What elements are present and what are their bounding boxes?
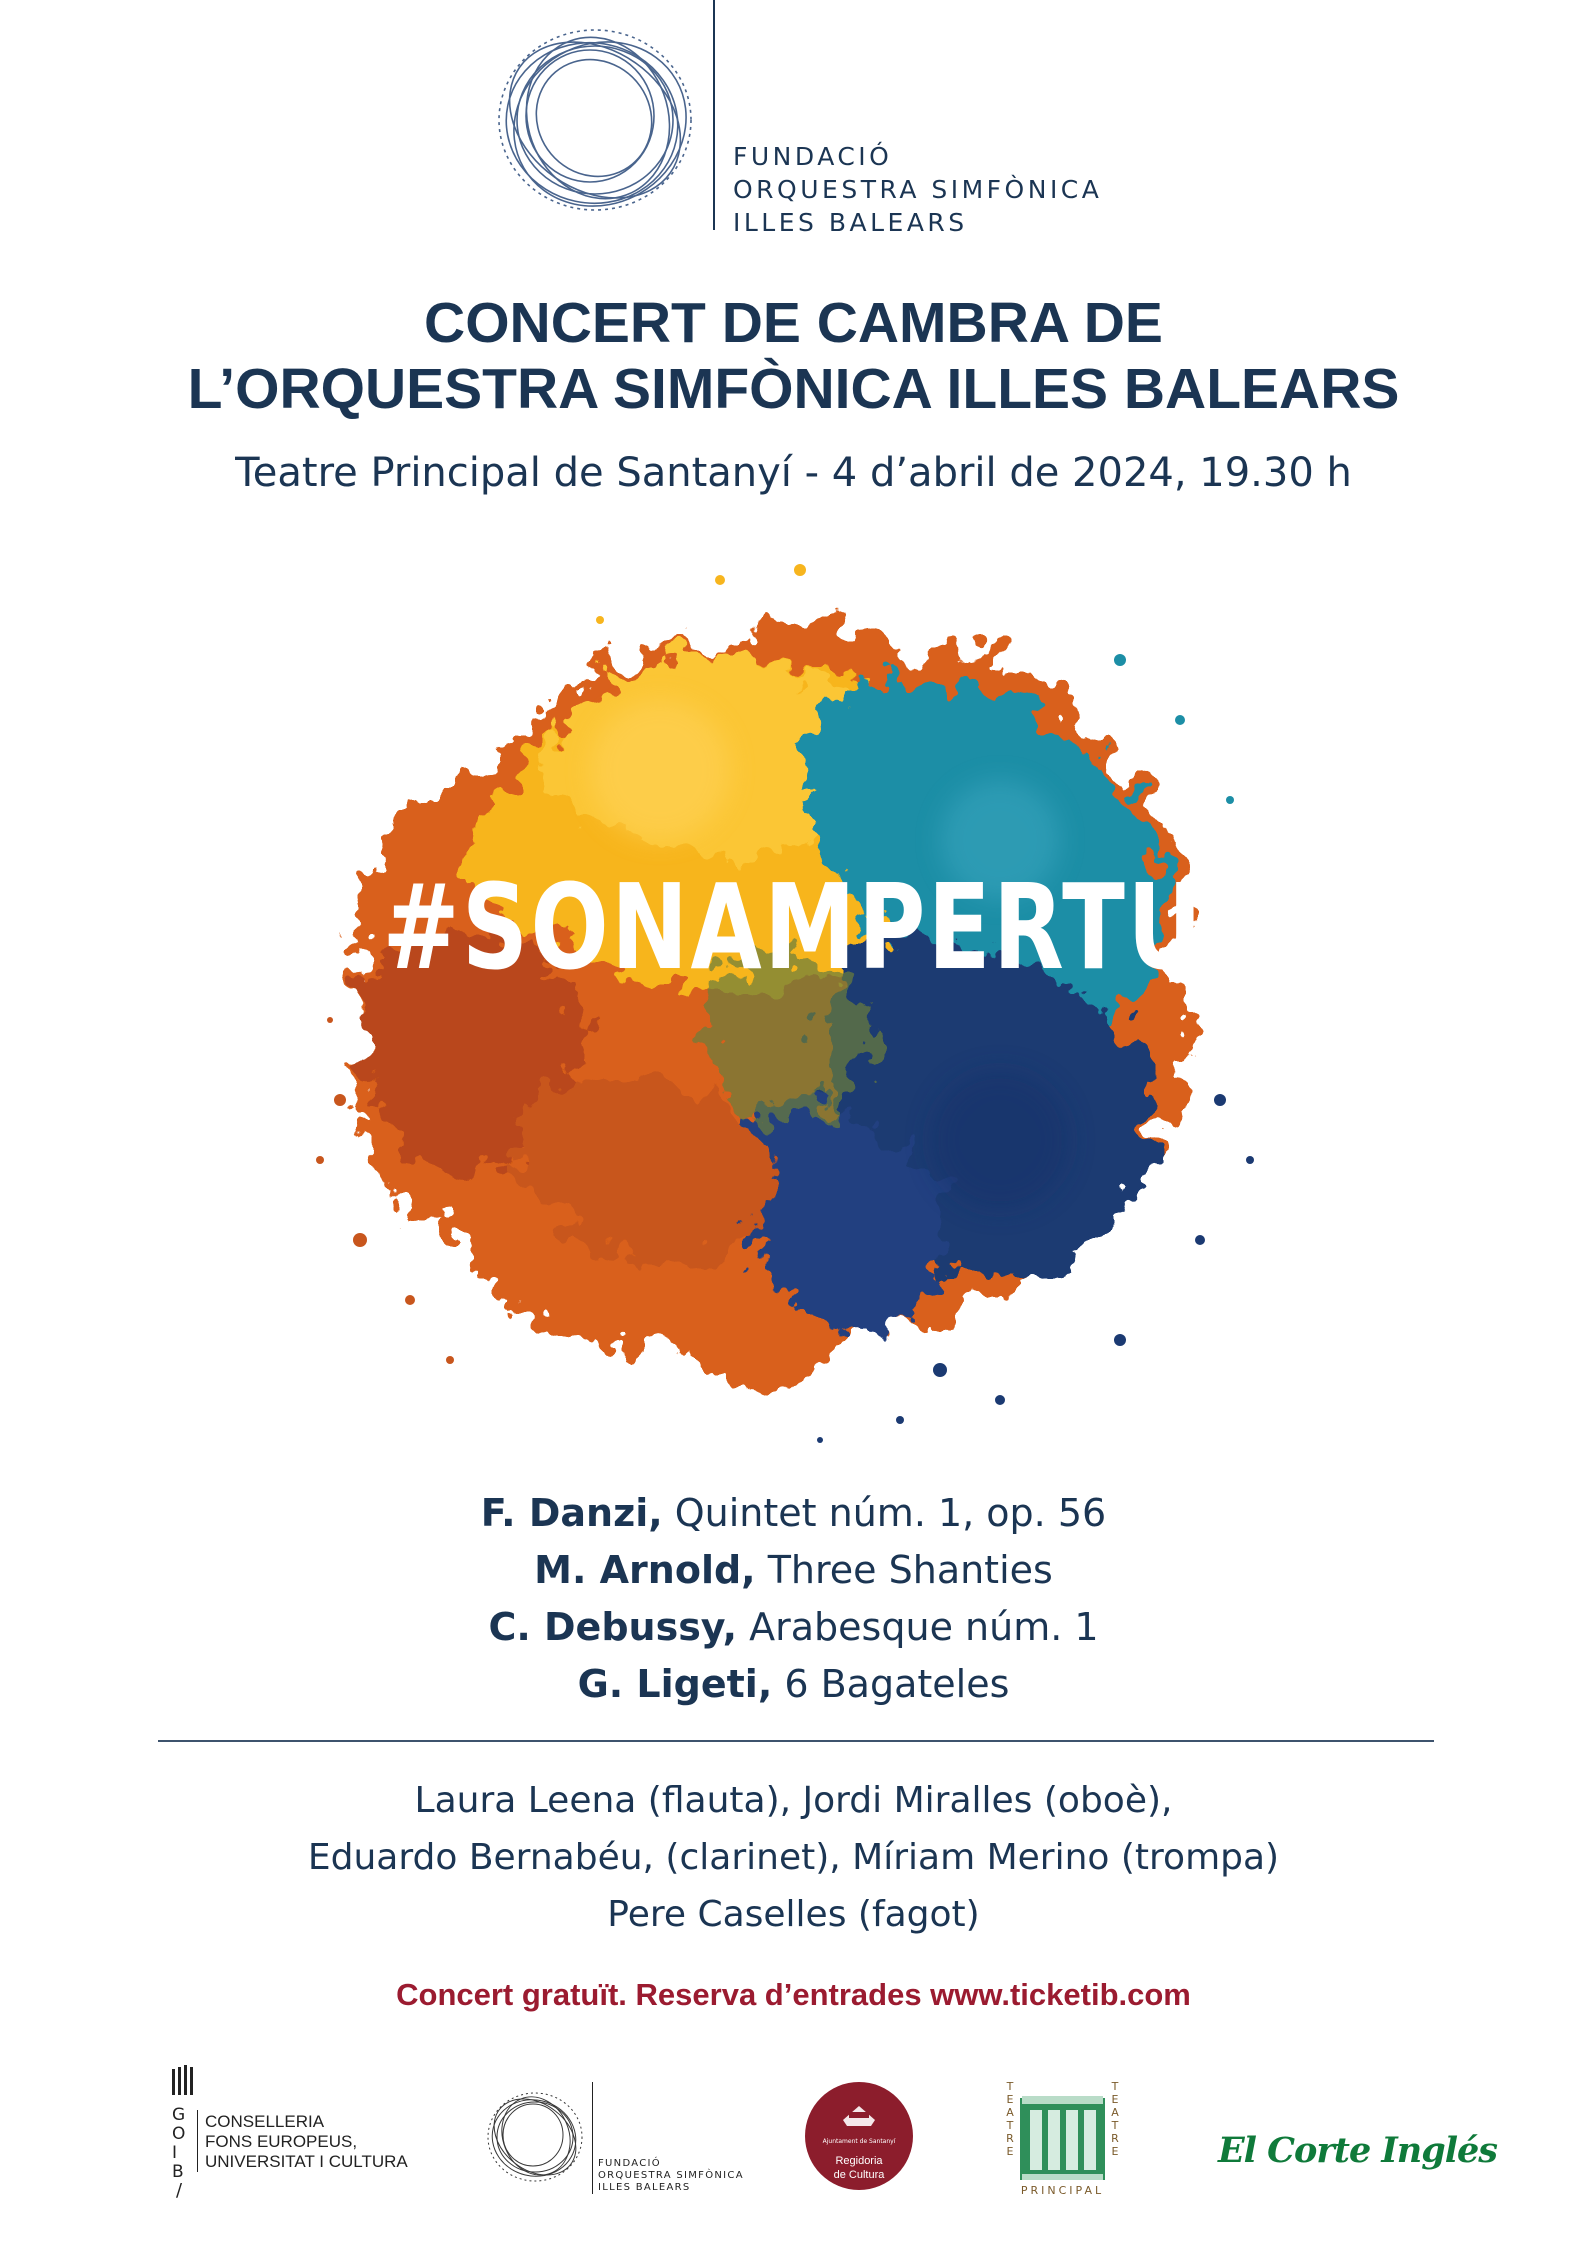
fosib-line: ILLES BALEARS (598, 2182, 691, 2193)
composer-name: G. Ligeti, (577, 1662, 773, 1706)
page-title-line-1: CONCERT DE CAMBRA DE (424, 291, 1163, 355)
performers-line: Pere Caselles (fagot) (607, 1894, 980, 1935)
santanyi-ajuntament-text: Ajuntament de Santanyí (822, 2138, 896, 2145)
goib-letter: B (172, 2162, 184, 2182)
santanyi-regidoria-text (805, 2154, 913, 2182)
goib-divider (197, 2110, 198, 2172)
campaign-hashtag: #SONAMPERTU (382, 858, 1205, 996)
goib-letter: O (172, 2124, 186, 2144)
work-title: 6 Bagateles (772, 1662, 1010, 1706)
goib-slash: / (176, 2180, 183, 2201)
program-item (0, 1599, 1587, 1656)
program-item (0, 1542, 1587, 1599)
fosib-logo-text (598, 2158, 744, 2194)
goib-line: CONSELLERIA (205, 2112, 325, 2131)
orchestra-logo-text (733, 140, 1102, 239)
performers-line: Eduardo Bernabéu, (clarinet), Míriam Merino (trompa) (307, 1837, 1280, 1878)
work-title: Arabesque núm. 1 (737, 1605, 1099, 1649)
goib-letter: G (172, 2105, 186, 2125)
el-corte-ingles-logo: El Corte Inglés (1218, 2130, 1497, 2171)
performers-list (0, 1772, 1587, 1943)
goib-emblem-icon (170, 2065, 200, 2097)
goib-line: FONS EUROPEUS, (205, 2132, 358, 2151)
fosib-logo-ring-icon (480, 2085, 590, 2190)
logo-line: ORQUESTRA SIMFÒNICA (733, 175, 1103, 204)
venue-date-subtitle: Teatre Principal de Santanyí - 4 d’abril de 2024, 19.30 h (235, 450, 1352, 496)
teatre-vertical-left: TEATRE (1003, 2080, 1017, 2158)
fosib-divider (592, 2082, 593, 2194)
program-item (0, 1485, 1587, 1542)
work-title: Quintet núm. 1, op. 56 (662, 1491, 1107, 1535)
composer-name: M. Arnold, (534, 1548, 756, 1592)
teatre-principal-building-icon (1000, 2080, 1125, 2198)
program-list (0, 1485, 1587, 1713)
teatre-vertical-right: TEATRE (1108, 2080, 1122, 2158)
goib-line: UNIVERSITAT I CULTURA (205, 2152, 408, 2171)
goib-conselleria-text (205, 2112, 408, 2172)
page-title-line-2: L’ORQUESTRA SIMFÒNICA ILLES BALEARS (187, 357, 1400, 421)
orchestra-logo-ring-icon (480, 8, 710, 233)
performers-line: Laura Leena (flauta), Jordi Miralles (oboè), (414, 1780, 1173, 1821)
composer-name: C. Debussy, (488, 1605, 738, 1649)
teatre-principal-text: PRINCIPAL (1020, 2184, 1105, 2197)
section-divider (158, 1740, 1434, 1742)
santanyi-line: Regidoria (835, 2155, 883, 2167)
program-item (0, 1656, 1587, 1713)
logo-divider (713, 0, 715, 230)
paint-splash-image (300, 540, 1290, 1470)
logo-line: ILLES BALEARS (733, 208, 968, 237)
fosib-line: FUNDACIÓ (598, 2158, 661, 2169)
reservation-notice: Concert gratuït. Reserva d’entrades www.ticketib.com (396, 1977, 1191, 2012)
composer-name: F. Danzi, (480, 1491, 663, 1535)
fosib-line: ORQUESTRA SIMFÒNICA (598, 2170, 744, 2181)
goib-letter: I (172, 2143, 178, 2163)
santanyi-line: de Cultura (833, 2169, 885, 2181)
logo-line: FUNDACIÓ (733, 142, 893, 171)
work-title: Three Shanties (755, 1548, 1053, 1592)
goib-letters (172, 2106, 192, 2182)
